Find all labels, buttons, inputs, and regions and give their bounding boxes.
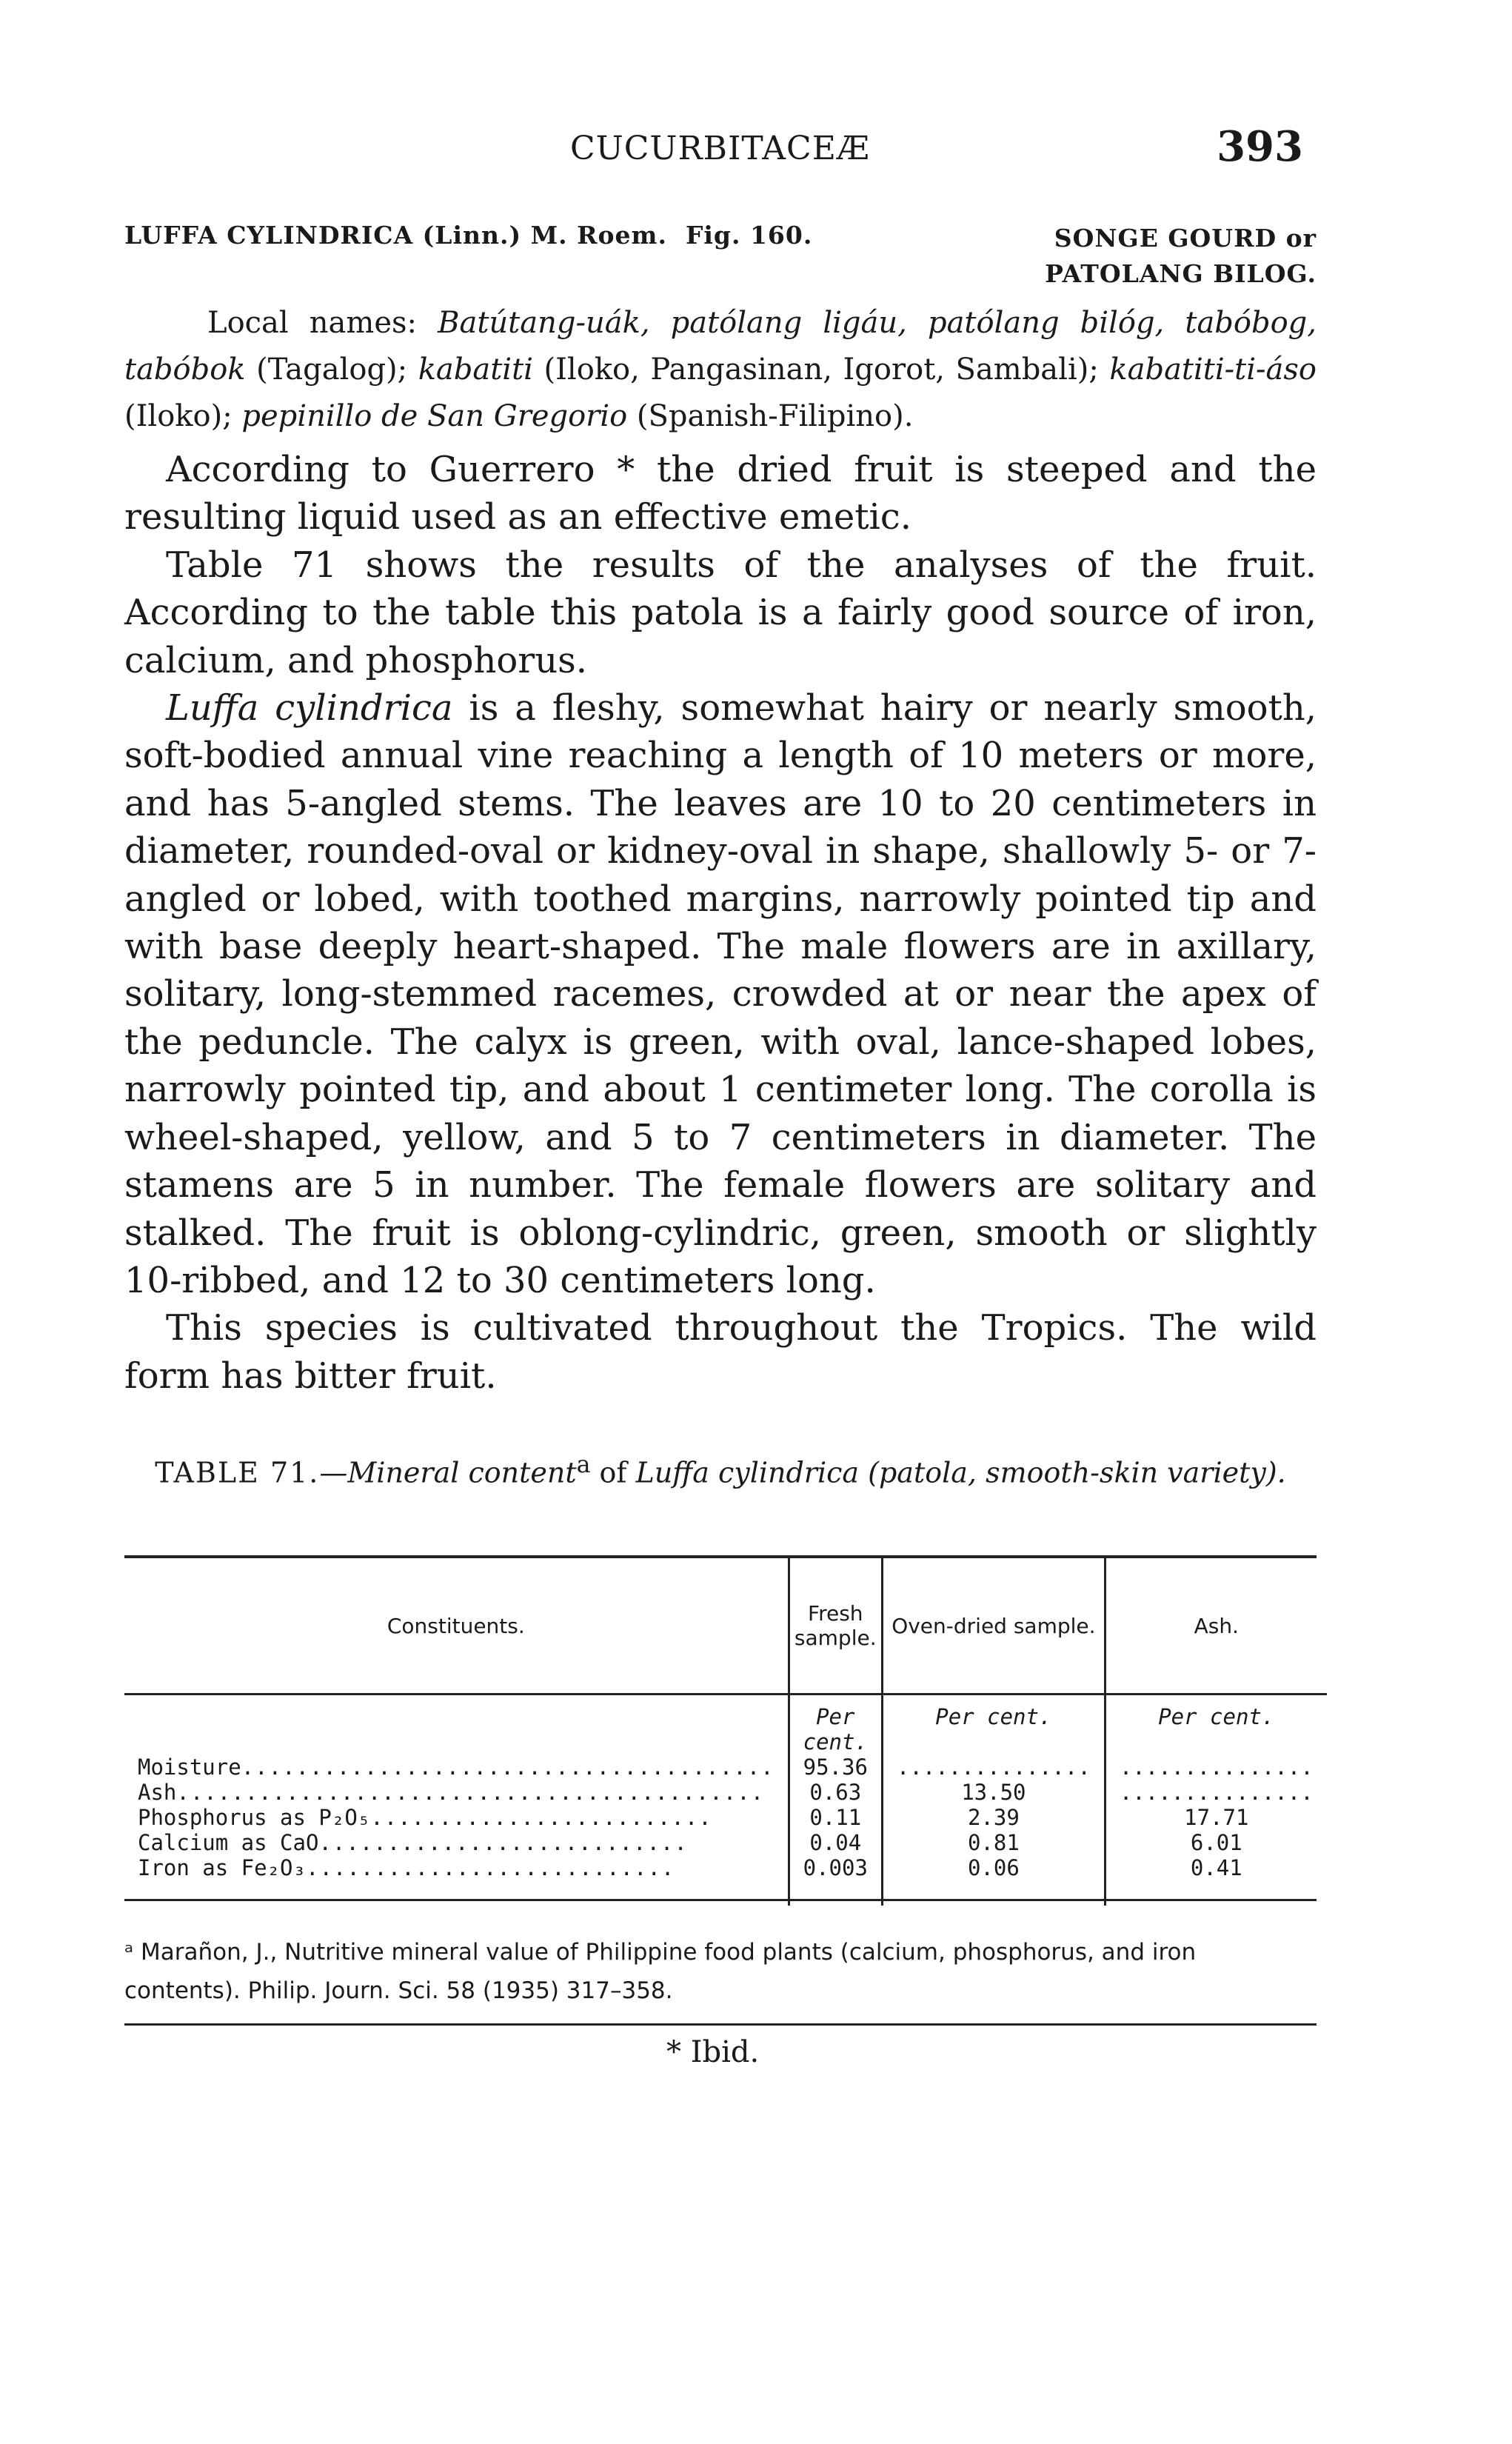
page-number: 393 — [1217, 122, 1303, 171]
fresh-cell: 0.63 — [789, 1780, 882, 1805]
constituent-cell — [124, 1780, 789, 1805]
local-name: pepinillo de San Gregorio — [241, 399, 628, 433]
column-header: Ash. — [1105, 1558, 1326, 1695]
column-header: Fresh sample. — [789, 1558, 882, 1695]
species-italic: Luffa cylindrica — [166, 687, 453, 729]
caption-species: Luffa cylindrica — [635, 1456, 860, 1489]
constituent-cell — [124, 1830, 789, 1855]
units-row — [124, 1695, 1327, 1755]
empty-leader: ............... — [1119, 1754, 1314, 1780]
common-name — [940, 221, 1317, 292]
empty-leader: ............... — [896, 1754, 1091, 1780]
mineral-table — [124, 1555, 1317, 1901]
local-name: tabóbok — [124, 353, 246, 387]
unit-cell: Per cent. — [882, 1695, 1105, 1755]
footnote-rule — [124, 2023, 1317, 2026]
oven-cell: 0.81 — [882, 1830, 1105, 1855]
local-name: kabatiti — [418, 353, 533, 387]
table-row — [124, 1830, 1327, 1855]
table-caption — [124, 1443, 1317, 1495]
ash-cell: 0.41 — [1105, 1855, 1326, 1880]
local-name: Batútang-uák, — [438, 306, 650, 340]
fresh-cell: 0.04 — [789, 1830, 882, 1855]
column-header: Constituents. — [124, 1558, 789, 1695]
empty-leader: ............... — [1119, 1780, 1314, 1805]
table-row — [124, 1754, 1327, 1780]
paragraph: According to Guerrero * the dried fruit is steeped and the resulting liquid used as an effective emetic. — [124, 449, 1317, 538]
oven-cell: 2.39 — [882, 1805, 1105, 1830]
dot-leader: ......................... — [370, 1805, 712, 1830]
footnote: ᵃ Marañon, J., Nutritive mineral value of Philippine food plants (calcium, phosphorus, and iron contents). Philip. Journ. Sci. 58 (1935) 317–358. — [124, 1939, 1197, 2004]
fresh-cell: 0.11 — [789, 1805, 882, 1830]
local-name: tabóbog, — [1185, 306, 1317, 340]
unit-cell: Per cent. — [789, 1695, 882, 1755]
table-header-row — [124, 1558, 1327, 1695]
constituent-cell — [124, 1855, 789, 1880]
dot-leader: ....................................... — [241, 1754, 775, 1780]
table-row — [124, 1805, 1327, 1830]
unit-cell — [124, 1695, 789, 1755]
dot-leader: ........................... — [305, 1855, 675, 1880]
caption-title: —Mineral content — [319, 1456, 577, 1489]
local-name: kabatiti-ti-áso — [1109, 353, 1317, 387]
unit-cell: Per cent. — [1105, 1695, 1326, 1755]
caption-footnote-mark: a — [576, 1452, 591, 1478]
paragraph: This species is cultivated throughout the Tropics. The wild form has bitter fruit. — [124, 1307, 1317, 1397]
language-group: (Iloko, Pangasinan, Igorot, Sambali); — [543, 353, 1099, 387]
paragraph: Table 71 shows the results of the analyses of the fruit. According to the table this patola is a fairly good source of iron, calcium, and phosphorus. — [124, 544, 1317, 681]
species-heading — [124, 221, 812, 250]
ash-cell: 6.01 — [1105, 1830, 1326, 1855]
fresh-cell: 95.36 — [789, 1754, 882, 1780]
ash-cell — [1105, 1780, 1326, 1805]
language-group: (Iloko); — [124, 399, 233, 433]
dot-leader: ........................... — [318, 1830, 688, 1855]
oven-cell — [882, 1754, 1105, 1780]
species-name: LUFFA CYLINDRICA — [124, 221, 414, 250]
constituent-name: Iron as Fe₂O₃ — [138, 1855, 306, 1880]
ash-cell — [1105, 1754, 1326, 1780]
column-header: Oven-dried sample. — [882, 1558, 1105, 1695]
table-row — [124, 1780, 1327, 1805]
constituent-cell — [124, 1805, 789, 1830]
paragraph-text: is a fleshy, somewhat hairy or nearly smooth, soft-bodied annual vine reaching a length of 10 meters or more, and has 5-angled stems. The leaves are 10 to 20 centimeters in diameter, rounded-oval or kidney-oval in shape, shallowly 5- or 7-angled or lobed, with toothed margins, narrowly pointed tip and with base deeply heart-shaped. The male flowers are in axillary, solitary, long-stemmed racemes, crowded at or near the apex of the peduncle. The calyx is green, with oval, lance-shaped lobes, narrowly pointed tip, and about 1 centimeter long. The corolla is wheel-shaped, yellow, and 5 to 7 centimeters in diameter. The stamens are 5 in number. The female flowers are solitary and stalked. The fruit is oblong-cylindric, green, smooth or slightly 10-ribbed, and 12 to 30 centimeters long. — [124, 687, 1317, 1301]
dot-leader: ........................................... — [176, 1780, 765, 1805]
constituent-cell — [124, 1754, 789, 1780]
oven-cell: 0.06 — [882, 1855, 1105, 1880]
table-spacer-row — [124, 1880, 1327, 1906]
common-name-line: SONGE GOURD or — [1054, 224, 1317, 253]
local-name: patólang ligáu, — [670, 306, 907, 340]
ash-cell: 17.71 — [1105, 1805, 1326, 1830]
constituent-name: Ash — [138, 1780, 177, 1805]
table-label: TABLE 71. — [155, 1456, 320, 1489]
oven-cell: 13.50 — [882, 1780, 1105, 1805]
constituent-name: Calcium as CaO — [138, 1830, 319, 1855]
local-names — [124, 300, 1317, 440]
running-header: CUCURBITACEÆ — [570, 130, 870, 167]
language-group: (Spanish-Filipino). — [636, 399, 914, 433]
ibid-note: * Ibid. — [666, 2035, 760, 2069]
table-row — [124, 1855, 1327, 1880]
fresh-cell: 0.003 — [789, 1855, 882, 1880]
local-names-label: Local names: — [207, 306, 417, 340]
language-group: (Tagalog); — [256, 353, 408, 387]
common-name-line: PATOLANG BILOG. — [1045, 259, 1317, 288]
caption-of: of — [590, 1456, 636, 1489]
mineral-table-grid — [124, 1558, 1327, 1906]
species-authority: (Linn.) M. Roem. — [422, 221, 667, 250]
paragraph — [124, 684, 1317, 1304]
constituent-name: Moisture — [138, 1754, 241, 1780]
local-name: patólang biló́g, — [927, 306, 1165, 340]
figure-reference: Fig. 160. — [685, 221, 813, 250]
constituent-name: Phosphorus as P₂O₅ — [138, 1805, 371, 1830]
caption-rest: (patola, smooth-skin variety). — [859, 1456, 1286, 1489]
body-text — [124, 446, 1317, 1400]
